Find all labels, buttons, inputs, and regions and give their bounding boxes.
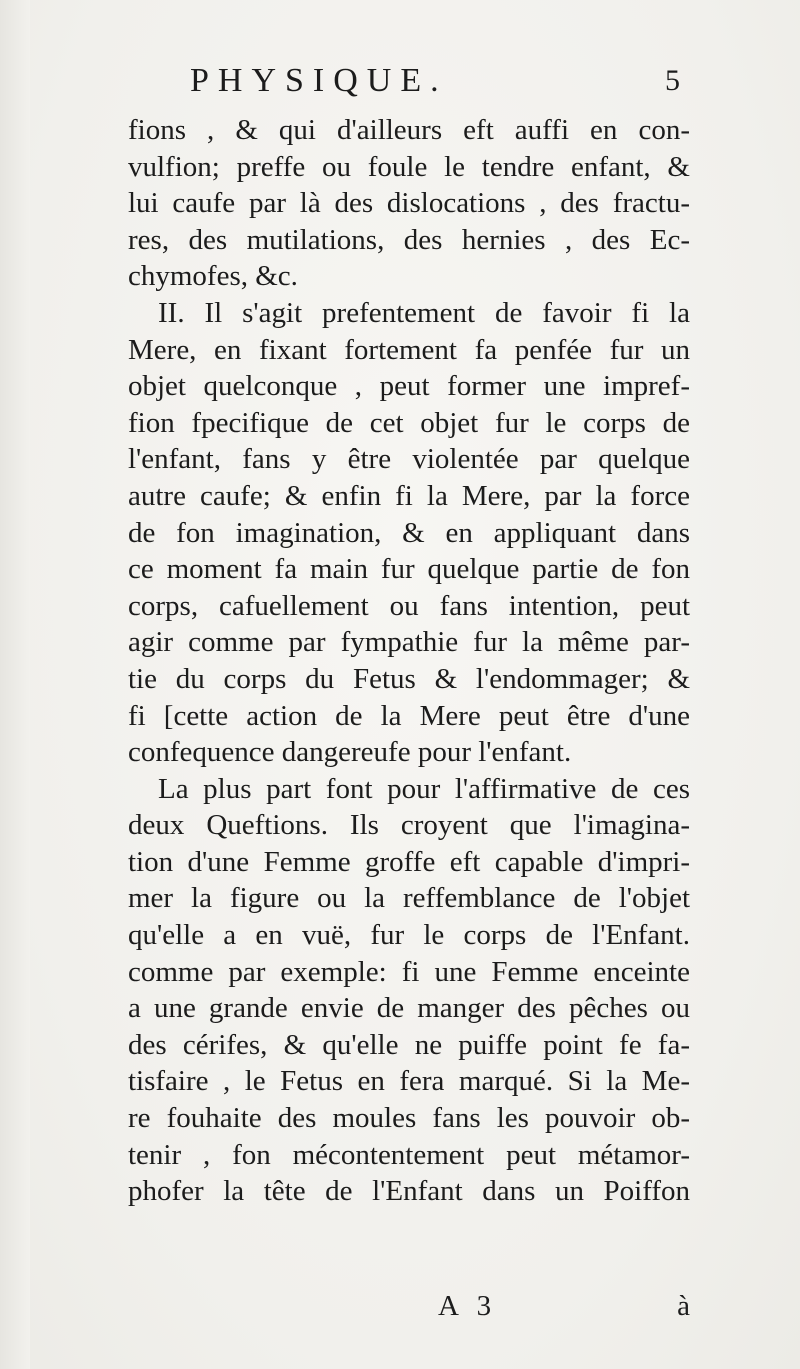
page-header [120, 62, 680, 106]
catchword: à [677, 1290, 690, 1322]
text-line: fion fpecifique de cet objet fur le corps de [128, 406, 690, 439]
text-line: vulfion; preffe ou foule le tendre enfant, & [128, 150, 690, 183]
text-line: II. Il s'agit prefentement de favoir fi la [158, 296, 690, 329]
text-line: l'enfant, fans y être violentée par quelque [128, 443, 690, 476]
running-head: PHYSIQUE. [190, 62, 448, 99]
text-line: fions , & qui d'ailleurs eft auffi en con- [128, 114, 690, 146]
text-line: mer la figure ou la reffemblance de l'objet [128, 882, 690, 915]
text-line: phofer la tête de l'Enfant dans un Poiffon [128, 1175, 690, 1208]
page-gutter [0, 0, 30, 1369]
text-line: re fouhaite des moules fans les pouvoir ob- [128, 1102, 690, 1135]
text-line: tion d'une Femme groffe eft capable d'impri- [128, 845, 690, 878]
page-number: 5 [665, 64, 680, 97]
text-line: La plus part font pour l'affirmative de ces [158, 772, 690, 805]
text-line: comme par exemple: fi une Femme enceinte [128, 955, 690, 988]
text-line: res, des mutilations, des hernies , des Ec- [128, 223, 690, 256]
page-footer [128, 1290, 690, 1328]
text-line: tenir , fon mécontentement peut métamor- [128, 1138, 690, 1171]
text-line: Mere, en fixant fortement fa penfée fur un [128, 333, 690, 366]
text-line: lui caufe par là des dislocations , des fractu- [128, 187, 690, 220]
text-line: tie du corps du Fetus & l'endommager; & [128, 662, 690, 695]
signature-mark: A 3 [438, 1290, 498, 1322]
text-line: deux Queftions. Ils croyent que l'imagina- [128, 809, 690, 842]
text-line: tisfaire , le Fetus en fera marqué. Si la Me- [128, 1065, 690, 1098]
text-line: des cérifes, & qu'elle ne puiffe point fe fa- [128, 1028, 690, 1061]
text-line: chymofes, &c. [128, 260, 298, 293]
text-line: fi [cette action de la Mere peut être d'une [128, 699, 690, 732]
text-line: autre caufe; & enfin fi la Mere, par la force [128, 479, 690, 512]
text-line: ce moment fa main fur quelque partie de fon [128, 553, 690, 586]
text-line: a une grande envie de manger des pêches ou [128, 992, 690, 1025]
text-line: objet quelconque , peut former une impref- [128, 370, 690, 403]
text-line: corps, cafuellement ou fans intention, peut [128, 589, 690, 622]
text-line: qu'elle a en vuë, fur le corps de l'Enfant. [128, 919, 690, 952]
body-text [128, 112, 690, 1210]
text-line: agir comme par fympathie fur la même par- [128, 626, 690, 659]
text-line: de fon imagination, & en appliquant dans [128, 516, 690, 549]
text-line: confequence dangereufe pour l'enfant. [128, 736, 572, 769]
